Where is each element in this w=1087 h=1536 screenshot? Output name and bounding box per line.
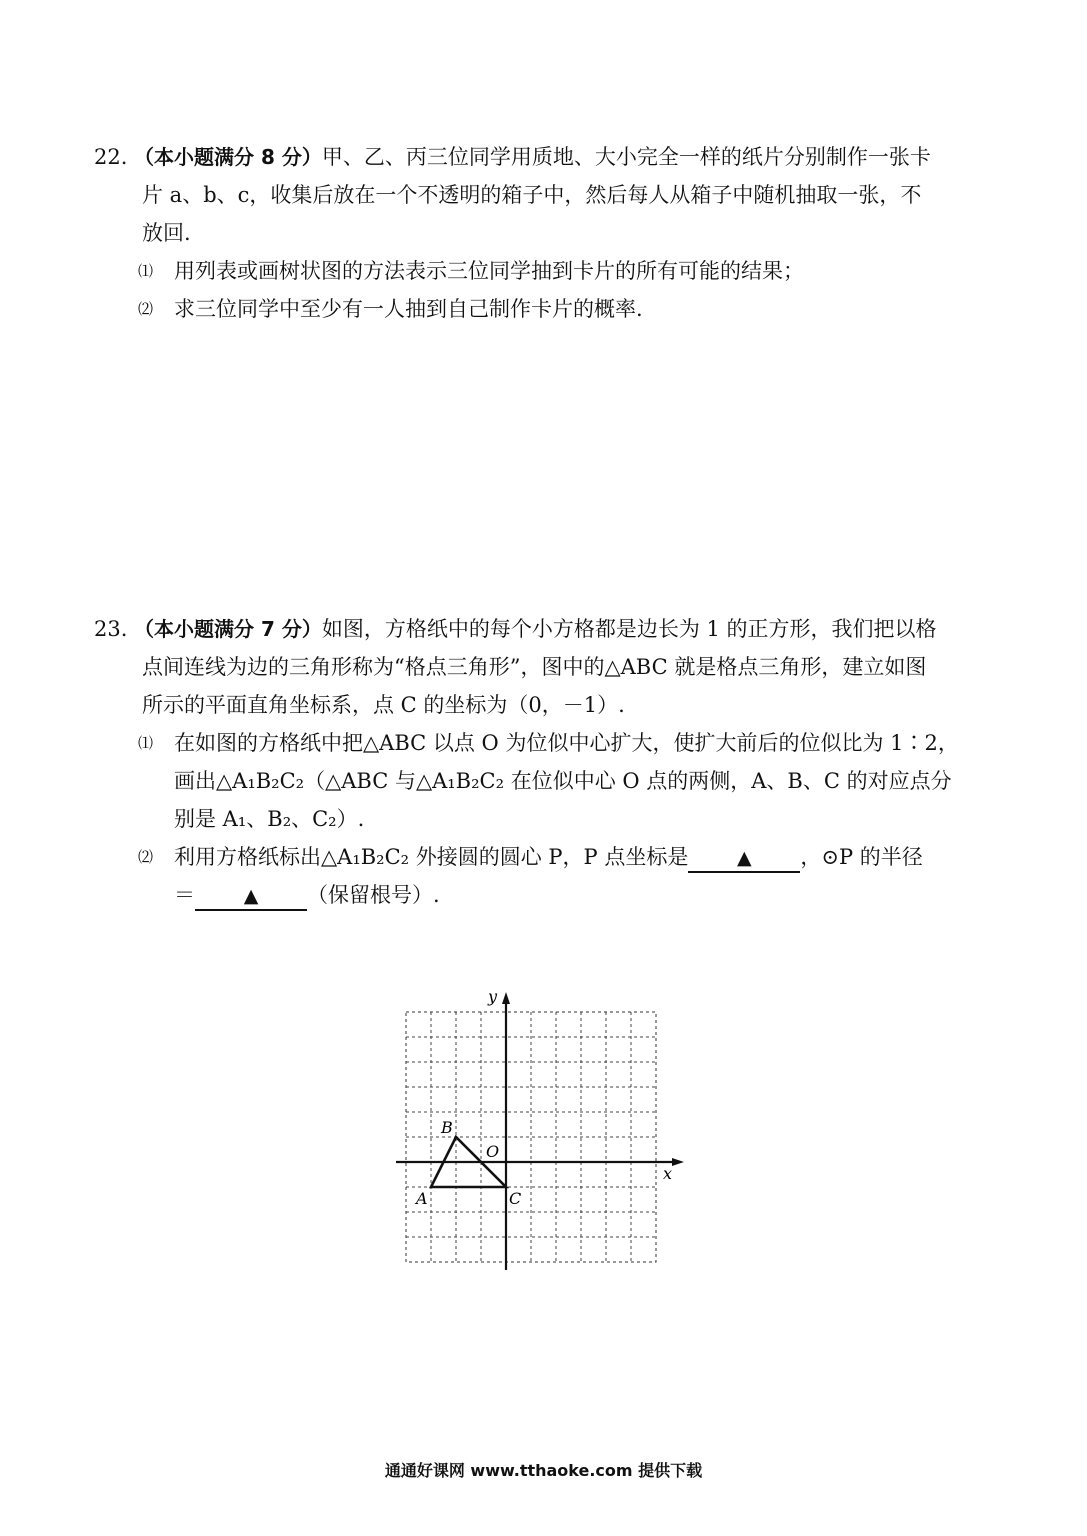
q23-part-2-text-b: ，⊙P 的半径 bbox=[800, 845, 923, 869]
grid-lines bbox=[406, 1012, 656, 1262]
q23-part-1-line3: 别是 A₁、B₂、C₂）. bbox=[174, 807, 365, 831]
y-axis-arrow bbox=[502, 992, 510, 1004]
q23-stem-line1: 如图，方格纸中的每个小方格都是边长为 1 的正方形，我们把以格 bbox=[321, 617, 937, 641]
q23-stem bbox=[94, 610, 999, 724]
q23-points: （本小题满分 7 分） bbox=[134, 617, 322, 641]
q22-stem-line2: 片 a、b、c，收集后放在一个不透明的箱子中，然后每人从箱子中随机抽取一张，不 bbox=[142, 183, 922, 207]
q23-stem-line3: 所示的平面直角坐标系，点 C 的坐标为（0，－1）. bbox=[142, 693, 625, 717]
point-label-b: B bbox=[441, 1118, 453, 1137]
q22-part-1-text: 用列表或画树状图的方法表示三位同学抽到卡片的所有可能的结果； bbox=[174, 259, 804, 283]
point-label-c: C bbox=[509, 1189, 522, 1208]
point-label-o: O bbox=[486, 1142, 500, 1161]
q22-stem-line3: 放回. bbox=[142, 221, 191, 245]
q23-part-2-text-c: ＝ bbox=[174, 883, 195, 907]
q22-part-1 bbox=[94, 252, 999, 290]
q23-stem-line2: 点间连线为边的三角形称为“格点三角形”，图中的△ABC 就是格点三角形，建立如图 bbox=[142, 655, 927, 679]
question-23 bbox=[94, 610, 999, 914]
q23-part-2-mark: ⑵ bbox=[138, 848, 154, 866]
q22-part-2-text: 求三位同学中至少有一人抽到自己制作卡片的概率. bbox=[174, 297, 643, 321]
q23-part-1-line2: 画出△A₁B₂C₂（△ABC 与△A₁B₂C₂ 在位似中心 O 点的两侧，A、B、C 的对应点分 bbox=[174, 769, 952, 793]
q22-points: （本小题满分 8 分） bbox=[134, 145, 322, 169]
q23-number: 23. bbox=[94, 617, 128, 641]
q22-stem bbox=[94, 138, 999, 252]
x-axis-arrow bbox=[672, 1158, 684, 1166]
q23-part-2 bbox=[94, 838, 999, 914]
question-22 bbox=[94, 138, 999, 328]
page-footer: 通通好课网 www.tthaoke.com 提供下载 bbox=[384, 1461, 703, 1480]
q23-part-1-mark: ⑴ bbox=[138, 734, 154, 752]
answer-blank-radius[interactable]: ▲ bbox=[195, 883, 307, 911]
y-axis-label: y bbox=[488, 987, 498, 1006]
q23-part-1-line1: 在如图的方格纸中把△ABC 以点 O 为位似中心扩大，使扩大前后的位似比为 1∶2， bbox=[174, 731, 959, 755]
q23-part-2-text-a: 利用方格纸标出△A₁B₂C₂ 外接圆的圆心 P，P 点坐标是 bbox=[174, 845, 689, 869]
q23-part-2-text-d: （保留根号）. bbox=[307, 883, 440, 907]
q22-stem-line1: 甲、乙、丙三位同学用质地、大小完全一样的纸片分别制作一张卡 bbox=[321, 145, 931, 169]
q22-part-2 bbox=[94, 290, 999, 328]
q23-part-1 bbox=[94, 724, 999, 838]
q22-part-1-mark: ⑴ bbox=[138, 262, 154, 280]
grid-figure bbox=[388, 980, 688, 1280]
x-axis-label: x bbox=[663, 1164, 673, 1183]
q22-part-2-mark: ⑵ bbox=[138, 300, 154, 318]
answer-blank-p-coordinate[interactable]: ▲ bbox=[688, 845, 800, 873]
q22-number: 22. bbox=[94, 145, 128, 169]
point-label-a: A bbox=[416, 1189, 428, 1208]
